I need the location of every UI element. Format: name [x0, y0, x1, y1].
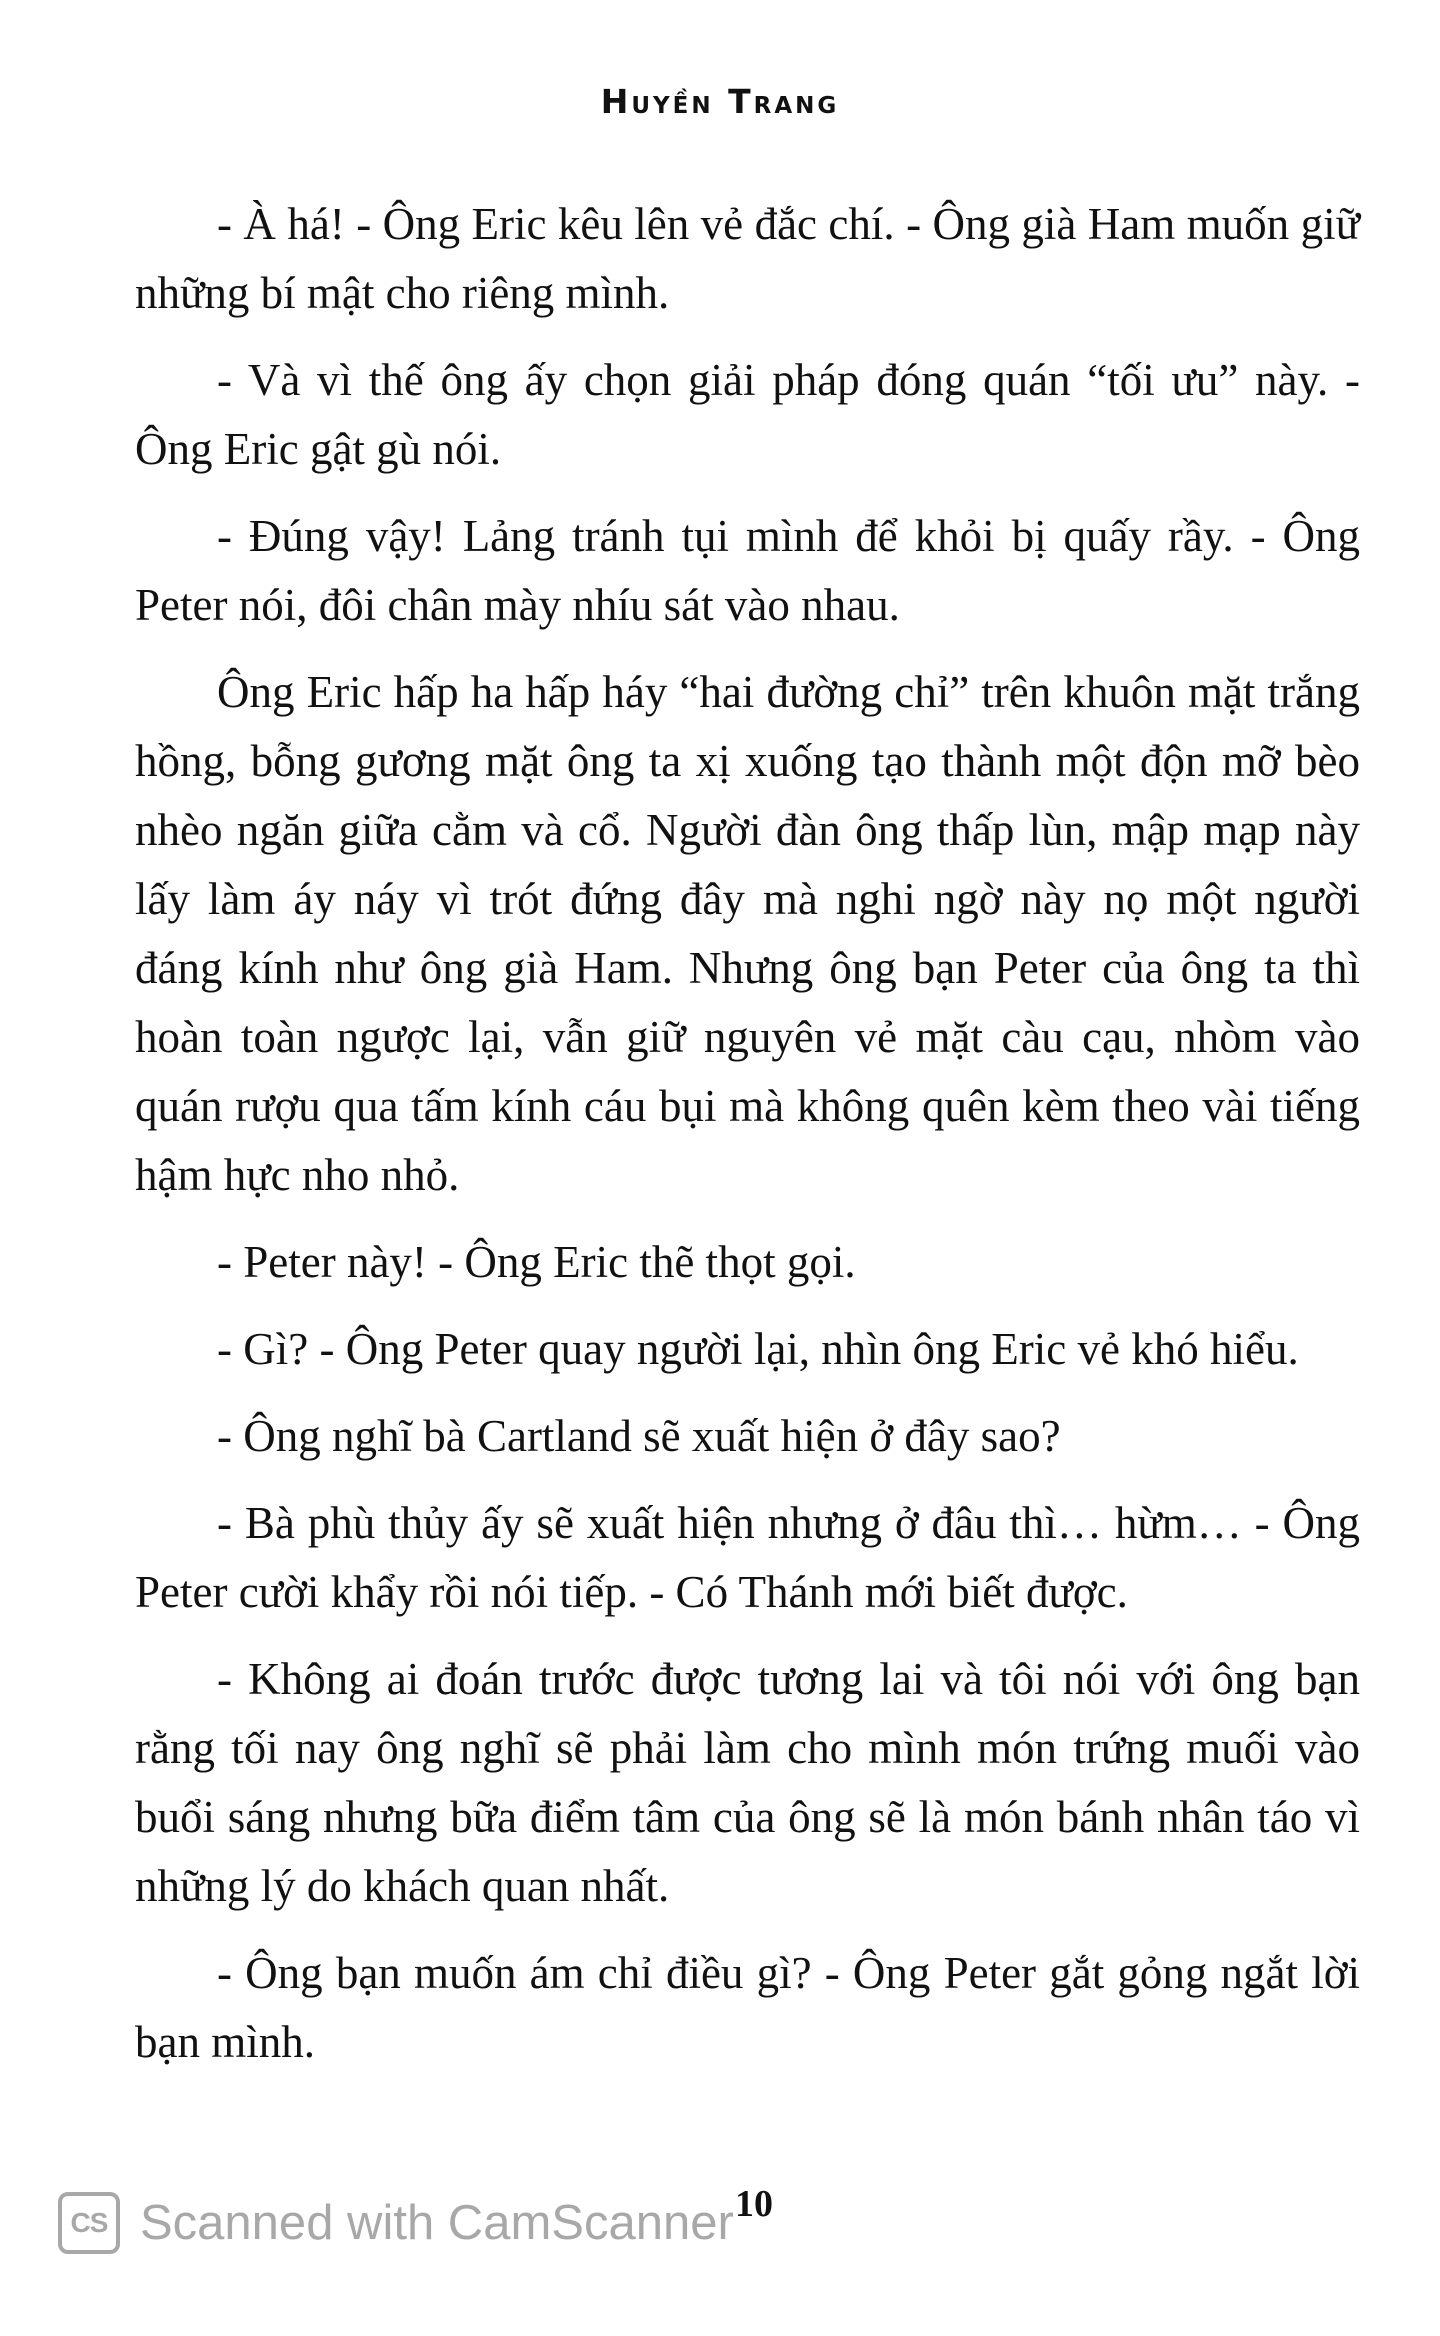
paragraph: - Gì? - Ông Peter quay người lại, nhìn ông Eric vẻ khó hiểu.	[217, 1324, 1299, 1374]
paragraph: - Không ai đoán trước được tương lai và tôi nói với ông bạn rằng tối nay ông nghĩ sẽ phải làm cho mình món trứng muối vào buổi sáng nhưng bữa điểm tâm của ông sẽ là món bánh nhân táo vì những lý do khách quan nhất.	[135, 1654, 1360, 1911]
watermark-text: Scanned with CamScanner	[140, 2196, 734, 2250]
running-header: Huyền Trang	[600, 82, 840, 121]
paragraph: Ông Eric hấp ha hấp háy “hai đường chỉ” trên khuôn mặt trắng hồng, bỗng gương mặt ông ta xị xuống tạo thành một độn mỡ bèo nhèo ngăn giữa cằm và cổ. Người đàn ông thấp lùn, mập mạp này lấy làm áy náy vì trót đứng đây mà nghi ngờ này nọ một người đáng kính như ông già Ham. Nhưng ông bạn Peter của ông ta thì hoàn toàn ngược lại, vẫn giữ nguyên vẻ mặt càu cạu, nhòm vào quán rượu qua tấm kính cáu bụi mà không quên kèm theo vài tiếng hậm hực nho nhỏ.	[135, 667, 1360, 1200]
body-text	[135, 190, 1360, 2095]
paragraph: - Ông nghĩ bà Cartland sẽ xuất hiện ở đây sao?	[217, 1411, 1061, 1461]
paragraph: - Đúng vậy! Lảng tránh tụi mình để khỏi bị quấy rầy. - Ông Peter nói, đôi chân mày nhíu sát vào nhau.	[135, 511, 1360, 630]
paragraph: - Bà phù thủy ấy sẽ xuất hiện nhưng ở đâu thì… hừm… - Ông Peter cười khẩy rồi nói tiếp. - Có Thánh mới biết được.	[135, 1498, 1360, 1617]
camscanner-watermark	[58, 2192, 734, 2254]
paragraph: - Ông bạn muốn ám chỉ điều gì? - Ông Peter gắt gỏng ngắt lời bạn mình.	[135, 1948, 1360, 2067]
camscanner-logo-icon: CS	[58, 2192, 120, 2254]
paragraph: - À há! - Ông Eric kêu lên vẻ đắc chí. - Ông già Ham muốn giữ những bí mật cho riêng mình.	[135, 199, 1360, 318]
paragraph: - Và vì thế ông ấy chọn giải pháp đóng quán “tối ưu” này. - Ông Eric gật gù nói.	[135, 355, 1360, 474]
page-number: 10	[735, 2183, 773, 2225]
paragraph: - Peter này! - Ông Eric thẽ thọt gọi.	[217, 1237, 856, 1287]
